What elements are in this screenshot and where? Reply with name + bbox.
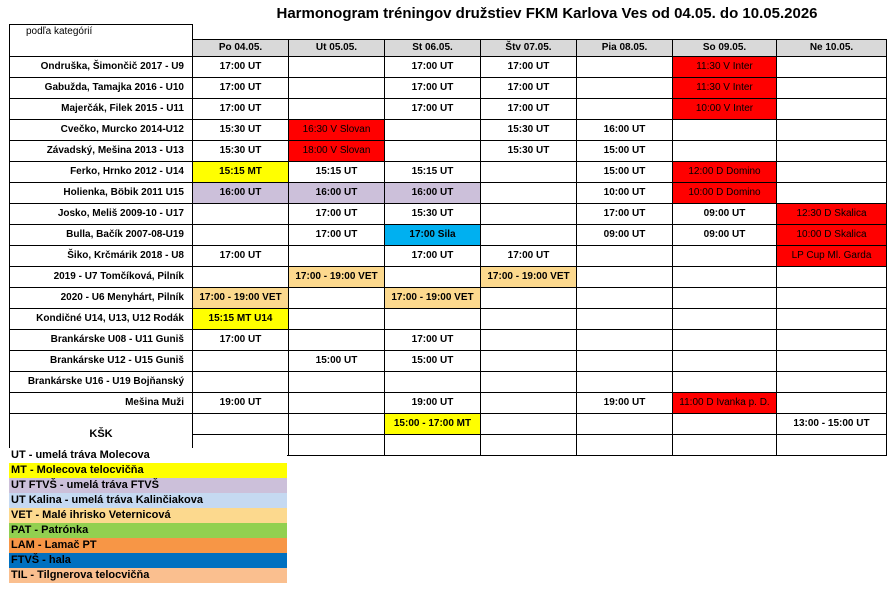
schedule-cell <box>289 329 385 350</box>
schedule-cell: 15:00 UT <box>385 350 481 371</box>
schedule-cell <box>481 161 577 182</box>
schedule-cell <box>289 392 385 413</box>
schedule-cell: 18:00 V Slovan <box>289 140 385 161</box>
schedule-cell: 15:15 UT <box>289 161 385 182</box>
schedule-cell <box>673 371 777 392</box>
schedule-cell: 09:00 UT <box>673 203 777 224</box>
table-row <box>10 98 887 119</box>
group-name: Brankárske U16 - U19 Bojňanský <box>10 371 193 392</box>
legend-item: LAM - Lamač PT <box>9 538 287 553</box>
table-row <box>10 245 887 266</box>
schedule-cell: 17:00 UT <box>289 224 385 245</box>
schedule-cell: 15:15 MT U14 <box>193 308 289 329</box>
schedule-cell <box>193 266 289 287</box>
schedule-cell: 10:00 D Skalica <box>777 224 887 245</box>
schedule-cell: 17:00 UT <box>385 329 481 350</box>
schedule-cell: 11:00 D Ivanka p. D. <box>673 392 777 413</box>
schedule-cell: 17:00 UT <box>193 77 289 98</box>
schedule-cell <box>481 329 577 350</box>
schedule-cell <box>777 308 887 329</box>
group-name: Kondičné U14, U13, U12 Rodák <box>10 308 193 329</box>
schedule-cell: 17:00 UT <box>577 203 673 224</box>
schedule-cell <box>289 56 385 77</box>
schedule-cell <box>777 119 887 140</box>
schedule-cell <box>385 119 481 140</box>
schedule-cell: 17:00 - 19:00 VET <box>193 287 289 308</box>
schedule-cell: 17:00 UT <box>481 56 577 77</box>
schedule-cell: 17:00 UT <box>193 56 289 77</box>
blank-cell <box>385 25 481 40</box>
schedule-cell: 15:00 - 17:00 MT <box>385 413 481 434</box>
schedule-table <box>9 24 887 456</box>
schedule-cell <box>673 413 777 434</box>
group-name: Holienka, Böbik 2011 U15 <box>10 182 193 203</box>
schedule-cell <box>289 77 385 98</box>
blank-cell <box>193 25 289 40</box>
group-name: Závadský, Mešina 2013 - U13 <box>10 140 193 161</box>
legend-item: UT FTVŠ - umelá tráva FTVŠ <box>9 478 287 493</box>
day-header: Štv 07.05. <box>481 39 577 56</box>
schedule-cell: 17:00 Sila <box>385 224 481 245</box>
schedule-cell <box>481 182 577 203</box>
schedule-cell <box>577 413 673 434</box>
table-row <box>10 56 887 77</box>
schedule-cell: 17:00 - 19:00 VET <box>481 266 577 287</box>
schedule-cell: 15:30 UT <box>193 119 289 140</box>
schedule-cell: 16:30 V Slovan <box>289 119 385 140</box>
schedule-cell <box>481 350 577 371</box>
schedule-cell <box>481 434 577 455</box>
schedule-cell <box>385 140 481 161</box>
schedule-cell: 15:30 UT <box>481 119 577 140</box>
table-row <box>10 371 887 392</box>
day-header: Ut 05.05. <box>289 39 385 56</box>
table-row <box>10 329 887 350</box>
day-header: Pia 08.05. <box>577 39 673 56</box>
schedule-cell <box>577 266 673 287</box>
day-header: Ne 10.05. <box>777 39 887 56</box>
group-name: Brankárske U12 - U15 Guniš <box>10 350 193 371</box>
schedule-cell <box>777 434 887 455</box>
schedule-cell: 17:00 UT <box>193 245 289 266</box>
group-name: Bulla, Bačík 2007-08-U19 <box>10 224 193 245</box>
schedule-cell <box>577 98 673 119</box>
schedule-cell <box>289 98 385 119</box>
schedule-cell: 17:00 UT <box>385 245 481 266</box>
group-name: Brankárske U08 - U11 Guniš <box>10 329 193 350</box>
schedule-cell <box>777 98 887 119</box>
schedule-cell <box>289 287 385 308</box>
legend-item: MT - Molecova telocvičňa <box>9 463 287 478</box>
legend-item: UT - umelá tráva Molecova <box>9 448 287 463</box>
schedule-cell <box>673 350 777 371</box>
schedule-cell <box>481 308 577 329</box>
schedule-cell: 10:00 D Domino <box>673 182 777 203</box>
legend-item: VET - Malé ihrisko Veternicová <box>9 508 287 523</box>
table-row <box>10 182 887 203</box>
group-name: Ondruška, Šimončič 2017 - U9 <box>10 56 193 77</box>
schedule-cell: 17:00 UT <box>193 98 289 119</box>
schedule-cell: 15:30 UT <box>481 140 577 161</box>
schedule-cell: 12:30 D Skalica <box>777 203 887 224</box>
day-header: Po 04.05. <box>193 39 289 56</box>
schedule-cell <box>481 413 577 434</box>
schedule-cell: 16:00 UT <box>289 182 385 203</box>
schedule-cell <box>673 329 777 350</box>
table-row <box>10 224 887 245</box>
legend-item: FTVŠ - hala <box>9 553 287 568</box>
schedule-cell <box>481 203 577 224</box>
schedule-cell: 11:30 V Inter <box>673 56 777 77</box>
table-row <box>10 161 887 182</box>
schedule-cell <box>673 119 777 140</box>
schedule-cell: 17:00 UT <box>481 98 577 119</box>
table-row <box>10 350 887 371</box>
schedule-cell: 19:00 UT <box>577 392 673 413</box>
blank-cell <box>289 25 385 40</box>
schedule-cell: 19:00 UT <box>193 392 289 413</box>
table-row <box>10 413 887 434</box>
schedule-cell <box>577 329 673 350</box>
blank-cell <box>777 25 887 40</box>
group-name: 2020 - U6 Menyhárt, Pilník <box>10 287 193 308</box>
schedule-cell <box>673 245 777 266</box>
schedule-cell: 12:00 D Domino <box>673 161 777 182</box>
schedule-cell: 17:00 UT <box>385 77 481 98</box>
schedule-cell <box>385 434 481 455</box>
schedule-cell <box>385 371 481 392</box>
schedule-cell <box>777 392 887 413</box>
group-name: Šiko, Krčmárik 2018 - U8 <box>10 245 193 266</box>
schedule-cell: 15:15 MT <box>193 161 289 182</box>
schedule-cell: 16:00 UT <box>577 119 673 140</box>
table-row <box>10 203 887 224</box>
schedule-cell <box>777 266 887 287</box>
schedule-cell <box>193 413 289 434</box>
schedule-cell <box>577 245 673 266</box>
table-row <box>10 266 887 287</box>
group-name: 2019 - U7 Tomčíková, Pilník <box>10 266 193 287</box>
schedule-cell <box>777 287 887 308</box>
schedule-cell: 17:00 UT <box>385 56 481 77</box>
schedule-cell <box>777 350 887 371</box>
legend-item: UT Kalina - umelá tráva Kalinčiakova <box>9 493 287 508</box>
schedule-cell <box>289 371 385 392</box>
schedule-cell: 17:00 UT <box>193 329 289 350</box>
schedule-cell <box>673 266 777 287</box>
blank-cell <box>577 25 673 40</box>
schedule-cell <box>577 434 673 455</box>
schedule-cell: 15:30 UT <box>193 140 289 161</box>
schedule-cell <box>777 371 887 392</box>
schedule-cell: 15:00 UT <box>577 161 673 182</box>
schedule-cell: 15:30 UT <box>385 203 481 224</box>
schedule-cell <box>577 77 673 98</box>
schedule-cell <box>577 350 673 371</box>
schedule-cell <box>289 308 385 329</box>
schedule-cell <box>481 371 577 392</box>
schedule-cell <box>289 413 385 434</box>
schedule-cell: 17:00 UT <box>385 98 481 119</box>
schedule-cell <box>481 392 577 413</box>
day-header: St 06.05. <box>385 39 481 56</box>
schedule-cell <box>673 308 777 329</box>
schedule-cell <box>777 140 887 161</box>
schedule-cell <box>481 287 577 308</box>
table-row <box>10 308 887 329</box>
blank-cell <box>673 25 777 40</box>
schedule-cell <box>577 371 673 392</box>
group-name: Gabužda, Tamajka 2016 - U10 <box>10 77 193 98</box>
schedule-cell: 13:00 - 15:00 UT <box>777 413 887 434</box>
table-row <box>10 77 887 98</box>
schedule-cell <box>193 371 289 392</box>
schedule-cell: 09:00 UT <box>577 224 673 245</box>
schedule-cell <box>193 350 289 371</box>
table-row <box>10 392 887 413</box>
group-name: Cvečko, Murcko 2014-U12 <box>10 119 193 140</box>
schedule-cell: 11:30 V Inter <box>673 77 777 98</box>
schedule-cell: 17:00 UT <box>481 245 577 266</box>
schedule-cell: 17:00 UT <box>481 77 577 98</box>
schedule-cell <box>193 203 289 224</box>
schedule-cell <box>777 77 887 98</box>
schedule-cell <box>289 434 385 455</box>
schedule-cell: 15:00 UT <box>577 140 673 161</box>
group-name: Ferko, Hrnko 2012 - U14 <box>10 161 193 182</box>
table-row <box>10 119 887 140</box>
schedule-cell: 10:00 V Inter <box>673 98 777 119</box>
schedule-cell <box>777 56 887 77</box>
schedule-cell <box>777 182 887 203</box>
group-name: Mešina Muži <box>10 392 193 413</box>
schedule-cell <box>289 245 385 266</box>
group-name: Majerčák, Filek 2015 - U11 <box>10 98 193 119</box>
group-name: Josko, Meliš 2009-10 - U17 <box>10 203 193 224</box>
schedule-cell: 16:00 UT <box>193 182 289 203</box>
schedule-cell <box>193 224 289 245</box>
schedule-cell: 17:00 - 19:00 VET <box>289 266 385 287</box>
legend-item: TIL - Tilgnerova telocvičňa <box>9 568 287 583</box>
schedule-cell: 15:00 UT <box>289 350 385 371</box>
schedule-cell: 16:00 UT <box>385 182 481 203</box>
schedule-cell <box>673 287 777 308</box>
category-header: podľa kategórií <box>10 25 193 57</box>
schedule-cell: 10:00 UT <box>577 182 673 203</box>
day-header: So 09.05. <box>673 39 777 56</box>
schedule-cell <box>577 308 673 329</box>
schedule-cell <box>777 329 887 350</box>
schedule-cell <box>577 56 673 77</box>
legend-item: PAT - Patrónka <box>9 523 287 538</box>
schedule-cell: 09:00 UT <box>673 224 777 245</box>
group-name: KŠK <box>10 413 193 455</box>
schedule-cell <box>673 434 777 455</box>
legend <box>9 448 287 583</box>
schedule-cell <box>481 224 577 245</box>
schedule-cell: 17:00 - 19:00 VET <box>385 287 481 308</box>
schedule-cell: 15:15 UT <box>385 161 481 182</box>
schedule-cell <box>385 266 481 287</box>
schedule-cell <box>777 161 887 182</box>
table-row <box>10 140 887 161</box>
schedule-cell: 17:00 UT <box>289 203 385 224</box>
blank-cell <box>481 25 577 40</box>
schedule-cell <box>673 140 777 161</box>
schedule-cell <box>577 287 673 308</box>
schedule-cell <box>385 308 481 329</box>
schedule-cell: 19:00 UT <box>385 392 481 413</box>
schedule-title: Harmonogram tréningov družstiev FKM Karlova Ves od 04.05. do 10.05.2026 <box>276 5 818 22</box>
schedule-cell: LP Cup Ml. Garda <box>777 245 887 266</box>
table-row <box>10 287 887 308</box>
